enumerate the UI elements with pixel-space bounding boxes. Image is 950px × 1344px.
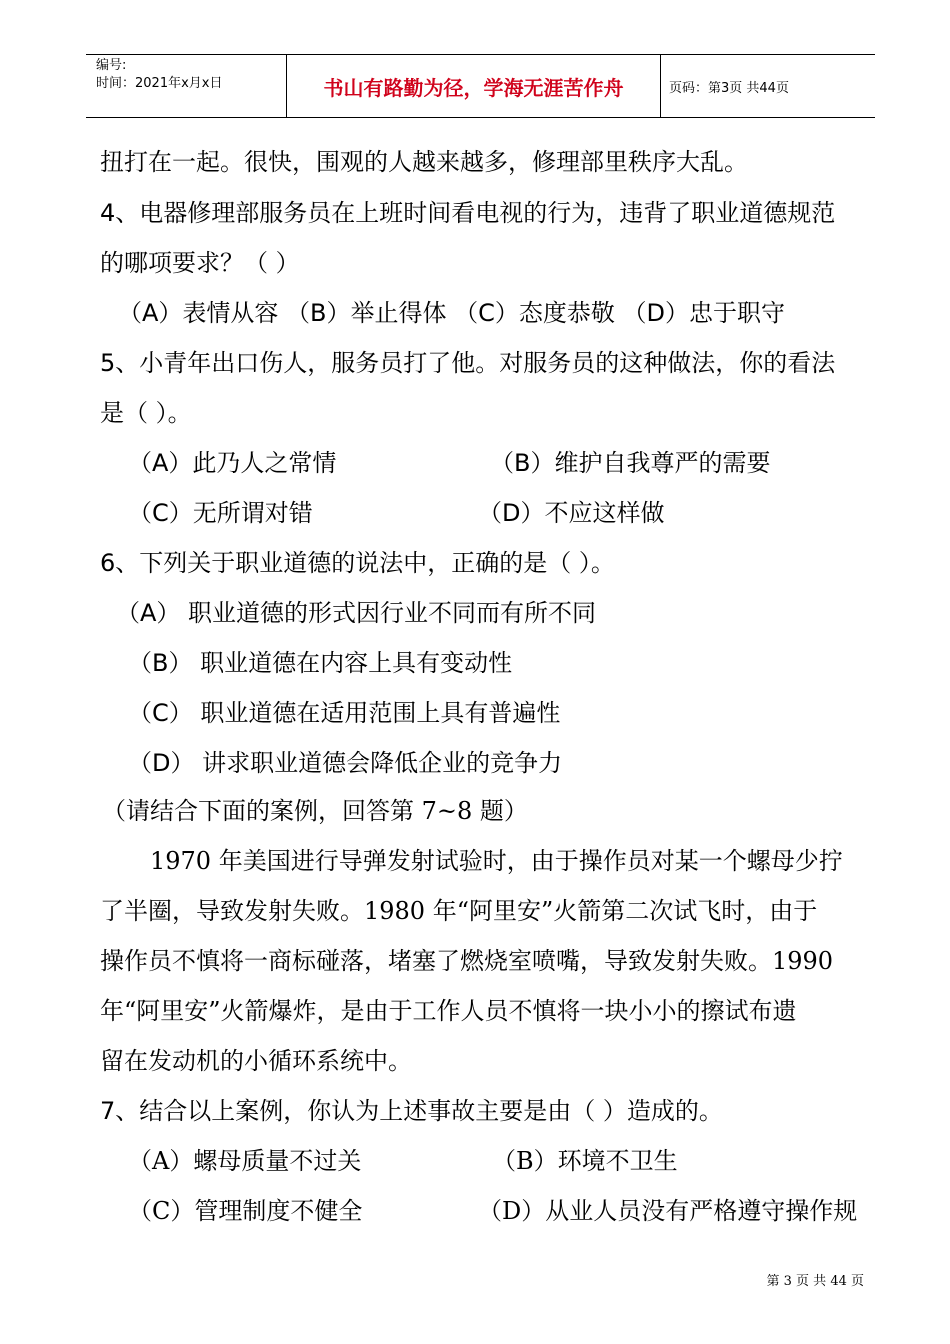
case-text: 留在发动机的小循环系统中。	[100, 1047, 412, 1075]
case-text: 操作员不慎将一商标碰落，堵塞了燃烧室喷嘴，导致发射失败。1990	[100, 947, 834, 975]
header-motto: 书山有路勤为径，学海无涯苦作舟	[287, 55, 661, 117]
case-instruction: （请结合下面的案例，回答第 7~8 题）	[102, 797, 528, 825]
text-line: 扭打在一起。很快，围观的人越来越多，修理部里秩序大乱。	[100, 148, 748, 176]
question-7: 7、结合以上案例，你认为上述事故主要是由（ ）造成的。	[100, 1097, 723, 1125]
options-line: （A）表情从容 （B）举止得体 （C）态度恭敬 （D）忠于职守	[118, 299, 786, 327]
option-a: （A） 职业道德的形式因行业不同而有所不同	[116, 599, 597, 627]
header-page-label: 页码：第3页 共44页	[669, 80, 789, 96]
text-line: 是（ ）。	[100, 399, 192, 427]
question-5: 5、小青年出口伤人，服务员打了他。对服务员的这种做法，你的看法	[100, 349, 836, 377]
option-c: （C）管理制度不健全	[128, 1197, 363, 1225]
option-c: （C）无所谓对错	[128, 499, 313, 527]
case-text: 年“阿里安”火箭爆炸，是由于工作人员不慎将一块小小的擦试布遗	[100, 997, 797, 1025]
option-d: （D）不应这样做	[478, 499, 665, 527]
option-a: （A）螺母质量不过关	[128, 1147, 362, 1175]
number-label: 编号:	[96, 58, 127, 73]
question-4: 4、电器修理部服务员在上班时间看电视的行为，违背了职业道德规范	[100, 199, 836, 227]
option-a: （A）此乃人之常情	[128, 449, 337, 477]
option-d: （D） 讲求职业道德会降低企业的竞争力	[128, 749, 563, 777]
case-text: 了半圈，导致发射失败。1980 年“阿里安”火箭第二次试飞时，由于	[100, 897, 818, 925]
option-d: （D）从业人员没有严格遵守操作规	[478, 1197, 858, 1225]
page-footer: 第 3 页 共 44 页	[766, 1274, 864, 1289]
option-b: （B）维护自我尊严的需要	[490, 449, 771, 477]
page-header	[86, 54, 875, 118]
option-b: （B） 职业道德在内容上具有变动性	[128, 649, 513, 677]
question-6: 6、下列关于职业道德的说法中，正确的是（ ）。	[100, 549, 615, 577]
option-c: （C） 职业道德在适用范围上具有普遍性	[128, 699, 561, 727]
text-line: 的哪项要求？（ ）	[100, 249, 300, 277]
case-text: 1970 年美国进行导弹发射试验时，由于操作员对某一个螺母少拧	[150, 847, 843, 875]
header-meta	[86, 55, 287, 117]
option-b: （B）环境不卫生	[492, 1147, 678, 1175]
time-label: 时间：2021年x月x日	[96, 76, 223, 91]
